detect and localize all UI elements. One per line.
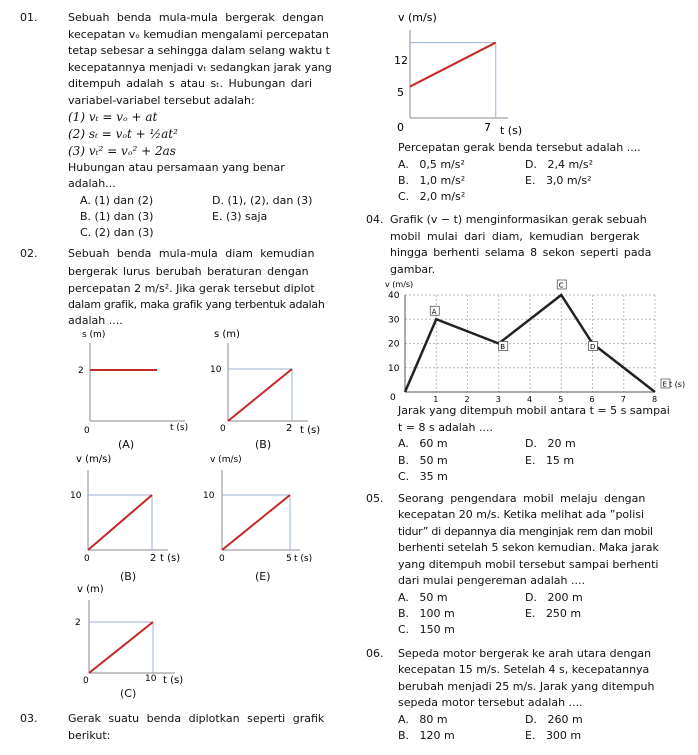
question-number: 02.	[20, 247, 38, 260]
option-a[interactable]: A. (1) dan (2)	[80, 194, 154, 207]
question-prompt: adalah...	[68, 177, 116, 190]
y-axis-label: v (m/s)	[385, 280, 414, 289]
question-number: 06.	[366, 647, 384, 660]
option-a-text: 50 m	[419, 591, 448, 604]
question-prompt: Hubungan atau persamaan yang benar	[68, 161, 285, 174]
option-a[interactable]: A. 0,5 m/s²	[398, 158, 465, 171]
option-d[interactable]: D. 260 m	[525, 713, 583, 726]
option-d[interactable]: D. 20 m	[525, 437, 576, 450]
option-a-text: 0,5 m/s²	[419, 158, 465, 171]
origin-label: 0	[84, 426, 90, 436]
equation-2: (2) sₜ = vₒt + ½at²	[68, 127, 178, 141]
option-b[interactable]: B. 120 m	[398, 729, 455, 742]
x-tick: 5	[286, 554, 292, 564]
y-tick: 10	[203, 491, 215, 501]
y-tick: 10	[210, 365, 222, 375]
question-text-line: adalah ....	[68, 314, 123, 327]
question-text-line: Sebuah benda mula-mula diam kemudian	[68, 247, 315, 260]
option-c[interactable]: C. (2) dan (3)	[80, 226, 154, 239]
origin-label: 0	[84, 554, 90, 564]
question-text-line: Gerak suatu benda diplotkan seperti grafik	[68, 712, 325, 725]
option-c[interactable]: C. 2,0 m/s²	[398, 190, 466, 203]
option-b[interactable]: B. (1) dan (3)	[80, 210, 154, 223]
origin-label: 0	[220, 424, 226, 434]
question-text-line: gambar.	[390, 263, 436, 276]
option-b[interactable]: B. 50 m	[398, 454, 448, 467]
x-axis-label: t (s)	[669, 380, 686, 389]
question-text-line: tetap sebesar a sehingga dalam selang waktu t	[68, 44, 330, 57]
y-axis-label: v (m/s)	[210, 455, 242, 465]
graph-b-velocity	[68, 450, 193, 575]
option-e-text: 3,0 m/s²	[545, 174, 592, 187]
question-prompt: t = 8 s adalah ....	[398, 421, 493, 434]
question-text-line: Seorang pengendara mobil melaju dengan	[398, 492, 646, 505]
question-text-line: variabel-variabel tersebut adalah:	[68, 94, 255, 107]
question-number: 04.	[366, 213, 384, 226]
option-a[interactable]: A. 80 m	[398, 713, 448, 726]
question-text-line: kecepatan vₒ kemudian mengalami percepatan	[68, 28, 329, 41]
option-c-text: 2,0 m/s²	[419, 190, 466, 203]
x-tick: 4	[527, 395, 533, 404]
origin-label: 0	[397, 121, 404, 134]
point-label: B	[500, 343, 506, 351]
option-c[interactable]: C. 35 m	[398, 470, 448, 483]
x-axis-label: t (s)	[294, 554, 313, 564]
x-tick: 6	[589, 395, 595, 404]
question-text-line: sepeda motor tersebut adalah ....	[398, 696, 583, 709]
y-axis-label: v (m)	[77, 584, 104, 595]
option-e-text: 15 m	[545, 454, 575, 467]
question-text-line: mobil mulai dari diam, kemudian bergerak	[390, 230, 640, 243]
y-axis-label: s (m)	[82, 330, 106, 340]
graph-b	[208, 325, 333, 440]
x-axis-label: t (s)	[300, 425, 321, 436]
graph-line	[89, 622, 153, 673]
graph-label-a: (A)	[118, 438, 135, 451]
x-axis-label: t (s)	[170, 423, 189, 433]
question-text-line: berikut:	[68, 729, 111, 742]
y-tick: 30	[388, 315, 400, 326]
question-text-line: kecepatan 15 m/s. Setelah 4 s, kecepatannya	[398, 663, 650, 676]
graph-e	[200, 450, 325, 575]
question-prompt: Jarak yang ditempuh mobil antara t = 5 s sampai	[398, 404, 670, 417]
option-d[interactable]: D. 2,4 m/s²	[525, 158, 594, 171]
x-tick: 7	[620, 395, 626, 404]
option-b-text: 100 m	[419, 607, 455, 620]
option-b[interactable]: B. 100 m	[398, 607, 455, 620]
option-c[interactable]: C. 150 m	[398, 623, 455, 636]
question-text-line: hingga berhenti selama 8 sekon seperti pada	[390, 246, 652, 259]
option-e[interactable]: E. 15 m	[525, 454, 575, 467]
point-label: A	[431, 307, 437, 316]
option-e[interactable]: E. 250 m	[525, 607, 582, 620]
option-e[interactable]: E. (3) saja	[212, 210, 268, 223]
option-a-text: 60 m	[419, 437, 448, 450]
option-d-text: 260 m	[547, 713, 583, 726]
x-axis-label: t (s)	[500, 124, 523, 137]
question-text-line: ditempuh adalah s atau sₜ. Hubungan dari	[68, 77, 313, 90]
point-label: C	[558, 281, 564, 290]
origin-label: 0	[390, 393, 396, 403]
y-axis-label: s (m)	[214, 329, 240, 340]
option-e[interactable]: E. 3,0 m/s²	[525, 174, 592, 187]
option-a-text: 80 m	[419, 713, 448, 726]
graph-line	[410, 43, 496, 87]
graph-a	[80, 325, 190, 440]
question-text-line: dari mulai pengereman adalah ....	[398, 574, 585, 587]
question-text-line: berubah menjadi 25 m/s. Jarak yang ditempuh	[398, 680, 655, 693]
x-tick: 7	[484, 121, 491, 134]
option-b-text: 50 m	[419, 454, 448, 467]
x-tick: 2	[286, 423, 293, 434]
y-axis-label: v (m/s)	[76, 454, 112, 465]
equation-1: (1) vₜ = vₒ + at	[68, 110, 158, 124]
option-b[interactable]: B. 1,0 m/s²	[398, 174, 466, 187]
y-tick: 5	[397, 86, 404, 99]
option-d-text: 20 m	[547, 437, 576, 450]
option-b-text: 1,0 m/s²	[419, 174, 466, 187]
question-text-line: tidur” di depannya dia menginjak rem dan mobil	[398, 525, 653, 538]
graph-line	[228, 369, 292, 421]
option-d-text: 200 m	[547, 591, 583, 604]
point-label: E	[662, 380, 667, 389]
graph-c	[75, 578, 200, 688]
question-text-line: percepatan 2 m/s². Jika gerak tersebut diplot	[68, 282, 315, 295]
equation-3: (3) vₜ² = vₒ² + 2as	[68, 144, 176, 158]
x-tick: 8	[652, 395, 658, 404]
x-axis-label: t (s)	[160, 553, 181, 564]
question-text-line: bergerak lurus berubah beraturan dengan	[68, 265, 309, 278]
option-b-text: 120 m	[419, 729, 455, 742]
question-text-line: dalam grafik, maka grafik yang terbentuk adalah	[68, 298, 325, 311]
y-tick: 40	[388, 291, 400, 301]
graph-line	[88, 495, 152, 550]
graph-label-c: (C)	[120, 687, 137, 700]
x-tick: 2	[150, 553, 157, 564]
question-number: 03.	[20, 712, 38, 725]
y-tick: 2	[75, 618, 81, 628]
graph-label-b: (B)	[255, 438, 272, 451]
option-c-text: 35 m	[419, 470, 448, 483]
x-tick: 1	[433, 395, 439, 404]
origin-label: 0	[83, 676, 89, 686]
option-e-text: 250 m	[545, 607, 582, 620]
graph-q03	[388, 8, 528, 138]
y-tick: 12	[394, 54, 408, 67]
question-text-line: Sebuah benda mula-mula bergerak dengan	[68, 11, 324, 24]
question-text-line: Sepeda motor bergerak ke arah utara dengan	[398, 647, 652, 660]
point-label: D	[590, 343, 596, 351]
y-axis-label: v (m/s)	[398, 11, 437, 24]
y-tick: 10	[70, 491, 82, 501]
x-tick: 5	[558, 395, 564, 404]
graph-q04	[375, 277, 690, 410]
option-a[interactable]: A. 50 m	[398, 591, 448, 604]
origin-label: 0	[219, 554, 225, 564]
x-tick: 2	[464, 395, 470, 404]
question-text-line: kecepatan 20 m/s. Ketika melihat ada ”polisi	[398, 508, 645, 521]
x-axis-label: t (s)	[163, 675, 184, 686]
option-d[interactable]: D. (1), (2), dan (3)	[212, 194, 313, 207]
option-e[interactable]: E. 300 m	[525, 729, 582, 742]
graph-line	[222, 495, 290, 550]
question-prompt: Percepatan gerak benda tersebut adalah ....	[398, 141, 641, 154]
option-c-text: 150 m	[419, 623, 455, 636]
question-text-line: kecepatannya menjadi vₜ sedangkan jarak yang	[68, 61, 332, 74]
question-text-line: berhenti setelah 5 sekon kemudian. Maka jarak	[398, 541, 659, 554]
question-text-line: Grafik (v − t) menginformasikan gerak sebuah	[390, 213, 647, 226]
graph-label-e: (E)	[255, 570, 271, 583]
y-tick: 10	[388, 363, 400, 374]
graph-label-b-velocity: (B)	[120, 570, 137, 583]
option-e-text: 300 m	[545, 729, 582, 742]
x-tick: 10	[145, 674, 157, 684]
option-d[interactable]: D. 200 m	[525, 591, 583, 604]
option-d-text: 2,4 m/s²	[547, 158, 594, 171]
question-number: 05.	[366, 492, 384, 505]
question-text-line: yang ditempuh mobil tersebut sampai berhenti	[398, 558, 659, 571]
option-a[interactable]: A. 60 m	[398, 437, 448, 450]
x-tick: 3	[495, 395, 501, 404]
y-tick: 2	[78, 366, 84, 376]
y-tick: 20	[388, 339, 400, 350]
question-number: 01.	[20, 11, 38, 24]
